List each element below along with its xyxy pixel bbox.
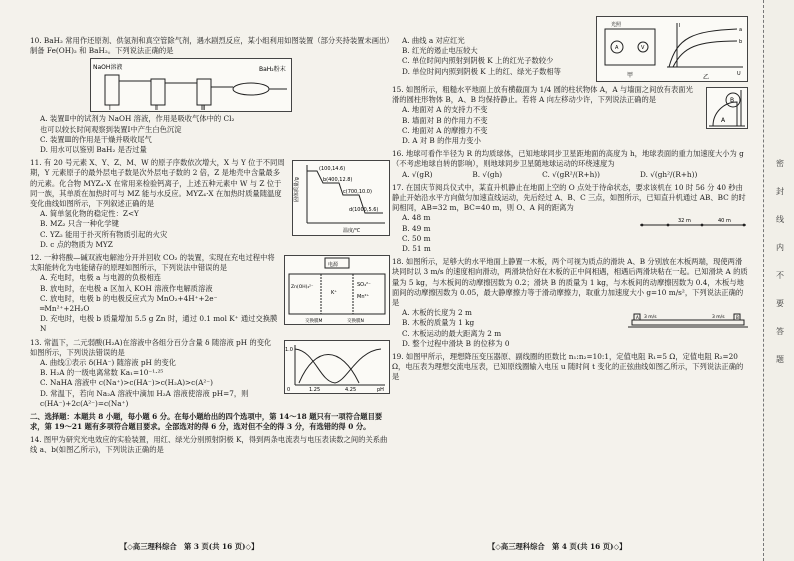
q10-fig-label-ii: Ⅱ xyxy=(155,105,158,112)
question-14 xyxy=(30,435,390,455)
q14-label-light: 光照 xyxy=(611,22,622,28)
right-column xyxy=(392,22,748,386)
q12-option-d: D. 充电时，电极 b 质量增加 5.5 g Zn 时，通过 0.1 mol K⁺ 通过交换膜 N xyxy=(40,314,278,334)
q17-svg xyxy=(638,215,748,231)
q15-option-b: B. 墙面对 B 的作用力不变 xyxy=(402,115,488,125)
q11-point-b: b(400,12.8) xyxy=(323,177,353,184)
q11-option-c: C. YZ₂ 能用于扑灭所有物质引起的火灾 xyxy=(40,229,168,239)
q18-stem: 18. 如图所示，足够大的水平地面上静置一木板，两个可视为质点的滑块 A、B 分别放在木板两端，现使两滑块同时以 3 m/s 的速度相向滑动，两滑块恰好在木板的正中间相遇，相遇后两滑块粘在一起。已知滑块 A 的质量为 5 kg，与木板间的动摩擦因数为 0.2；滑块 B 的质量为 1 kg，与木板间的动摩擦因数为 0.4，木板与地面间的动摩擦因数为 0.05，最大静摩擦力等于滑动摩擦力，取重力加速度大小 g=10 m/s²，下列说法正确的是 xyxy=(392,257,748,308)
question-17 xyxy=(392,183,748,254)
seal-char: 封 xyxy=(776,187,784,196)
q15-option-a: A. 地面对 A 的支持力不变 xyxy=(402,105,488,115)
q12-stem: 12. 一种将酸—碱双液电解池分开并回收 CO₂ 的装置，实现在充电过程中将太阳能转化为电能储存的原理如图所示，下列说法中错误的是 xyxy=(30,253,275,273)
q13-option-c: C. NaHA 溶液中 c(Na⁺)>c(HA⁻)>c(H₂A)>c(A²⁻) xyxy=(40,378,213,388)
q15-figure xyxy=(706,87,748,129)
q18-label-b: B xyxy=(736,315,739,321)
q14-axis-i: I xyxy=(679,23,681,29)
q13-xtick-125: 1.25 xyxy=(309,386,321,393)
seal-char: 要 xyxy=(776,299,784,308)
q12-cell-svg xyxy=(285,256,389,324)
q18-label-va: 3 m/s xyxy=(644,315,657,321)
q10-fig-label-iii: Ⅲ xyxy=(201,105,206,112)
q13-option-a: A. 曲线①表示 δ(HA⁻) 随溶液 pH 的变化 xyxy=(40,358,177,368)
q10-fig-label-i: Ⅰ xyxy=(109,105,111,112)
q10-apparatus-svg xyxy=(91,59,291,111)
seal-char: 不 xyxy=(776,271,784,280)
q18-label-vb: 3 m/s xyxy=(712,315,725,321)
question-10 xyxy=(30,36,390,155)
q15-svg xyxy=(707,88,747,128)
section-title: 二、选择题：本题共 8 小题，每小题 6 分。在每小题给出的四个选项中，第 14～18 题只有一项符合题目要求，第 19～21 题有多项符合题目要求。全部选对的得 6 分，选对但不全的得 3 分，有选错的得 0 分。 xyxy=(30,412,383,432)
q18-option-a: A. 木板的长度为 2 m xyxy=(402,308,472,318)
q14-option-c: C. 单位时间内照射到阴极 K 上的红光子数较少 xyxy=(402,56,554,66)
q12-option-c: C. 放电时，电极 b 的电极反应式为 MnO₂+4H⁺+2e⁻ xyxy=(40,293,218,303)
q17-option-d: D. 51 m xyxy=(402,244,431,254)
question-15 xyxy=(392,85,748,146)
q13-graph-svg xyxy=(285,341,389,393)
q10-fig-label-naoh: NaOH溶液 xyxy=(93,64,123,72)
q18-option-c: C. 木板运动的最大距离为 2 m xyxy=(402,328,502,338)
q13-xtick-0: 0 xyxy=(287,386,291,393)
q11-option-d: D. c 点的物质为 MYZ xyxy=(40,239,113,249)
q15-option-c: C. 地面对 A 的摩擦力不变 xyxy=(402,125,488,135)
q18-label-a: A xyxy=(636,315,639,321)
q14-option-d: D. 单位时间内照到阴极 K 上的红、绿光子数相等 xyxy=(402,66,561,76)
q11-stem: 11. 有 20 号元素 X、Y、Z、M、W 的原子序数依次增大，X 与 Y 位于不同周期，Y 元素原子的最外层电子数是次外层电子数的 2 倍，Z 是地壳中含量最多的元素。化合物 MYZ₄·X 在常用来检验钙离子，上述五种元素中 W 与 Z 位于同一族，其单质在加热时可与 MZ 能与水反应。MYZ₄·X 在加热时质量随温度变化曲线如图所示，下列叙述正确的是 xyxy=(30,158,285,209)
q11-graph-svg xyxy=(293,161,389,235)
q17-label-32m: 32 m xyxy=(678,218,691,225)
q11-graph xyxy=(292,160,390,236)
page-footer-right: 【◇高三理科综合 第 4 页(共 16 页)◇】 xyxy=(488,542,627,551)
q18-option-b: B. 木板的质量为 1 kg xyxy=(402,318,475,328)
q13-ytick-1: 1.0 xyxy=(285,346,293,353)
q15-label-b: B xyxy=(730,97,735,104)
q12-label-membrane-n: 交换膜N xyxy=(347,319,364,325)
q19-stem: 19. 如图甲所示，理想降压变压器原、副线圈的匝数比 n₁:n₂=10:1，定值电阻 R₁=5 Ω，定值电阻 R₂=20 Ω，电压表为理想交流电压表，已知原线圈输入电压 u 随时间 t 变化的正弦曲线如图乙所示，下列说法正确的是 xyxy=(392,352,744,382)
q18-svg xyxy=(628,310,748,330)
q14-curve-b: b xyxy=(739,39,743,45)
q10-option-a: A. 装置Ⅱ中的试剂为 NaOH 溶液，作用是吸收气体中的 Cl₂ xyxy=(40,114,235,124)
q18-figure xyxy=(628,310,748,330)
q14-option-a: A. 曲线 a 对应红光 xyxy=(402,36,465,45)
q14-axis-u: U xyxy=(737,71,741,77)
q16-option-d: D. √(gh²/(R+h)) xyxy=(640,169,698,179)
q17-stem: 17. 在国庆节阅兵仪式中，某直升机静止在地面上空的 O 点处于待命状态，要求该机在 10 时 56 分 40 秒由静止开始沿水平方向做匀加速直线运动，先后经过 A、B、C 三点，如图所示，已知直升机通过 AB、BC 的时间相同，AB=32 m，BC=40 m，则 O、A 间的距离为 xyxy=(392,182,746,213)
q12-option-a: A. 充电时，电极 a 与电源的负极相连 xyxy=(40,273,162,283)
q11-ylabel: 固体质量/g xyxy=(294,177,300,203)
left-column xyxy=(30,36,390,458)
q10-option-d: D. 用水可以鉴别 BaH₂ 是否过量 xyxy=(40,145,147,155)
q15-label-a: A xyxy=(721,117,726,124)
q16-option-a: A. √(gR) xyxy=(402,169,433,179)
q10-apparatus-figure xyxy=(90,58,292,112)
q14-option-b: B. 红光的遏止电压较大 xyxy=(402,46,478,56)
q12-label-power: 电源 xyxy=(328,262,339,269)
q11-point-a: (100,14.6) xyxy=(319,166,346,173)
q17-option-c: C. 50 m xyxy=(402,233,431,243)
q15-option-d: D. A 对 B 的作用力变小 xyxy=(402,136,481,146)
question-16 xyxy=(392,149,748,180)
q14-photoelectric-figure xyxy=(596,16,748,82)
q16-option-c: C. √(gR²/(R+h)) xyxy=(542,169,600,179)
question-18 xyxy=(392,257,748,349)
question-12 xyxy=(30,253,390,335)
q10-fig-label-bah2: BaH₂粉末 xyxy=(259,66,286,74)
seal-char: 密 xyxy=(776,159,784,168)
q15-stem: 15. 如图所示，粗糙水平地面上放有横截面为 1/4 圆的柱状物体 A，A 与墙面之间放有表面光滑的圆柱形物体 B，A、B 均保持静止。若将 A 向左移动少许，下列说法正确的是 xyxy=(392,85,693,105)
q14-curve-a: a xyxy=(739,27,743,33)
q11-option-a: A. 简单氢化物的稳定性：Z<Y xyxy=(40,209,139,219)
q10-stem: 10. BaH₂ 常用作还原剂、供氢剂和真空管除气剂，遇水剧烈反应，某小组利用如图装置（部分夹持装置未画出）制备 Fe(OH)₂ 和 BaH₂。下列说法正确的是 xyxy=(30,36,390,56)
q11-xlabel: 温度/℃ xyxy=(343,228,361,235)
q11-point-c: c(700,10.0) xyxy=(343,189,372,196)
q17-figure xyxy=(638,215,748,231)
q18-option-d: D. 整个过程中滑块 B 的位移为 0 xyxy=(402,338,510,348)
binding-margin xyxy=(763,0,794,561)
q12-label-membrane-m: 交换膜M xyxy=(305,319,323,325)
q16-options xyxy=(392,170,748,180)
q14-photoelectric-svg xyxy=(597,17,747,81)
seal-char: 线 xyxy=(776,215,784,224)
q14-stem: 14. 图甲为研究光电效应的实验装置，用红、绿光分别照射阴极 K，得到两条电流表与电压表读数之间的关系曲线 a、b(如图乙所示)，下列说法正确的是 xyxy=(30,434,388,454)
q13-graph xyxy=(284,340,390,394)
seal-char: 答 xyxy=(776,327,784,336)
q16-option-b: B. √(gh) xyxy=(472,169,503,179)
seal-line-notice xyxy=(774,150,786,374)
seal-char: 内 xyxy=(776,243,784,252)
q14-label-yi: 乙 xyxy=(703,74,710,81)
seal-char: 题 xyxy=(776,355,784,364)
q12-label-mn: Mn²⁺ xyxy=(357,294,370,301)
q10-option-b: 也可以较长时间观察到装置Ⅰ中产生白色沉淀 xyxy=(40,124,182,134)
question-13 xyxy=(30,338,390,409)
q12-option-c-cont: ═Mn²⁺+2H₂O xyxy=(40,304,90,314)
q14-label-jia: 甲 xyxy=(627,72,634,79)
q11-point-d: d(1000,5.6) xyxy=(349,207,379,214)
q14-label-v: V xyxy=(641,45,645,51)
question-19 xyxy=(392,352,748,383)
q11-option-b: B. MZ₂ 只含一种化学键 xyxy=(40,219,119,229)
q12-label-k: K⁺ xyxy=(331,290,337,297)
q13-option-b: B. H₂A 的一级电离常数 Ka₁=10⁻¹·²⁵ xyxy=(40,368,164,378)
q10-option-c: C. 装置Ⅲ的作用是干燥并吸收尾气 xyxy=(40,134,152,144)
question-14-continued xyxy=(392,22,748,81)
q13-xtick-425: 4.25 xyxy=(345,386,357,393)
page-footer-left: 【◇高三理科综合 第 3 页(共 16 页)◇】 xyxy=(120,542,259,551)
q16-stem: 16. 地球可看作半径为 R 的均质球体，已知地球同步卫星距地面的高度为 h，地球表面的重力加速度大小为 g（不考虑地球自转的影响），则地球同步卫星随地球运动的环绕速度为 xyxy=(392,149,744,169)
q13-option-d: D. 常温下，若向 Na₂A 溶液中滴加 H₂A 溶液使溶液 pH=7，则 c(HA⁻)+2c(A²⁻)=c(Na⁺) xyxy=(40,388,249,408)
q12-cell-figure xyxy=(284,255,390,325)
q13-xlabel: pH xyxy=(377,386,384,393)
q13-stem: 13. 常温下，二元弱酸(H₂A)在溶液中各组分百分含量 δ 随溶液 pH 的变化如图所示，下列说法错误的是 xyxy=(30,337,272,357)
q14-label-a: A xyxy=(615,45,619,51)
q12-label-so4: SO₄²⁻ xyxy=(357,282,371,289)
q17-option-b: B. 49 m xyxy=(402,223,431,233)
q12-option-b: B. 放电时，在电极 a 区加入 KOH 溶液作电解质溶液 xyxy=(40,283,213,293)
q17-option-a: A. 48 m xyxy=(402,213,431,223)
q12-label-zn: Zn(OH)₄²⁻ xyxy=(291,285,314,291)
question-11 xyxy=(30,158,390,250)
q17-label-40m: 40 m xyxy=(718,218,731,225)
